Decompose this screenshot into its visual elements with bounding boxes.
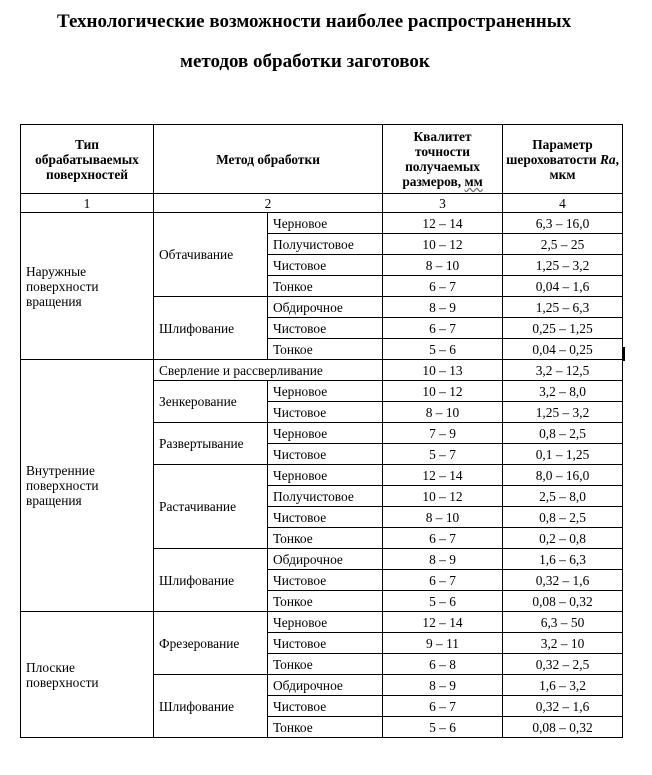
- grade-cell: 6 – 7: [383, 528, 503, 549]
- roughness-cell: 0,8 – 2,5: [503, 423, 623, 444]
- roughness-cell: 1,25 – 3,2: [503, 402, 623, 423]
- column-number: 3: [383, 194, 503, 213]
- grade-cell: 12 – 14: [383, 612, 503, 633]
- header-roughness: Параметр шероховатости Ra, мкм: [503, 125, 623, 194]
- column-number: 1: [21, 194, 154, 213]
- grade-cell: 5 – 6: [383, 339, 503, 360]
- grade-cell: 6 – 7: [383, 276, 503, 297]
- roughness-cell: 0,32 – 1,6: [503, 696, 623, 717]
- column-numbers-row: [21, 194, 623, 213]
- machining-methods-table: [20, 124, 623, 738]
- roughness-cell: 0,32 – 1,6: [503, 570, 623, 591]
- roughness-cell: 1,25 – 3,2: [503, 255, 623, 276]
- roughness-cell: 0,32 – 2,5: [503, 654, 623, 675]
- stage-cell: Тонкое: [268, 717, 383, 738]
- grade-cell: 8 – 10: [383, 255, 503, 276]
- grade-cell: 5 – 6: [383, 717, 503, 738]
- method-grinding: Шлифование: [154, 675, 268, 738]
- method-grinding: Шлифование: [154, 549, 268, 612]
- stage-cell: Черновое: [268, 612, 383, 633]
- method-milling: Фрезерование: [154, 612, 268, 675]
- stage-cell: Обдирочное: [268, 675, 383, 696]
- grade-cell: 8 – 9: [383, 549, 503, 570]
- grade-cell: 7 – 9: [383, 423, 503, 444]
- stage-cell: Тонкое: [268, 591, 383, 612]
- table-row: [21, 360, 623, 381]
- method-turning: Обтачивание: [154, 213, 268, 297]
- grade-cell: 8 – 10: [383, 402, 503, 423]
- stage-cell: Черновое: [268, 213, 383, 234]
- surface-type-outer: Наружные поверхности вращения: [21, 213, 154, 360]
- roughness-cell: 0,8 – 2,5: [503, 507, 623, 528]
- stage-cell: Чистовое: [268, 696, 383, 717]
- stage-cell: Черновое: [268, 381, 383, 402]
- header-method: Метод обработки: [154, 125, 383, 194]
- roughness-cell: 3,2 – 10: [503, 633, 623, 654]
- grade-cell: 5 – 7: [383, 444, 503, 465]
- text-cursor: [623, 347, 625, 361]
- grade-cell: 9 – 11: [383, 633, 503, 654]
- stage-cell: Чистовое: [268, 570, 383, 591]
- roughness-cell: 0,04 – 1,6: [503, 276, 623, 297]
- grade-cell: 6 – 7: [383, 318, 503, 339]
- roughness-cell: 3,2 – 8,0: [503, 381, 623, 402]
- method-countersinking: Зенкерование: [154, 381, 268, 423]
- column-number: 4: [503, 194, 623, 213]
- stage-cell: Тонкое: [268, 276, 383, 297]
- document-title-line-1: Технологические возможности наиболее распространенных: [57, 11, 572, 32]
- stage-cell: Чистовое: [268, 507, 383, 528]
- column-number: 2: [154, 194, 383, 213]
- roughness-cell: 2,5 – 25: [503, 234, 623, 255]
- roughness-cell: 1,6 – 6,3: [503, 549, 623, 570]
- grade-cell: 6 – 7: [383, 696, 503, 717]
- roughness-cell: 3,2 – 12,5: [503, 360, 623, 381]
- roughness-cell: 1,6 – 3,2: [503, 675, 623, 696]
- stage-cell: Черновое: [268, 423, 383, 444]
- stage-cell: Обдирочное: [268, 549, 383, 570]
- grade-cell: 12 – 14: [383, 213, 503, 234]
- roughness-cell: 6,3 – 16,0: [503, 213, 623, 234]
- stage-cell: Чистовое: [268, 444, 383, 465]
- grade-cell: 8 – 9: [383, 675, 503, 696]
- table-row: [21, 213, 623, 234]
- grade-cell: 10 – 12: [383, 381, 503, 402]
- stage-cell: Получистовое: [268, 234, 383, 255]
- stage-cell: Получистовое: [268, 486, 383, 507]
- grade-cell: 6 – 7: [383, 570, 503, 591]
- stage-cell: Тонкое: [268, 528, 383, 549]
- header-accuracy-grade: Квалитет точности получаемых размеров, мм: [383, 125, 503, 194]
- grade-cell: 8 – 10: [383, 507, 503, 528]
- grade-cell: 6 – 8: [383, 654, 503, 675]
- roughness-cell: 0,2 – 0,8: [503, 528, 623, 549]
- grade-cell: 5 – 6: [383, 591, 503, 612]
- grade-cell: 8 – 9: [383, 297, 503, 318]
- table-header-row: [21, 125, 623, 194]
- document-title-line-2: методов обработки заготовок: [180, 51, 430, 72]
- roughness-cell: 0,1 – 1,25: [503, 444, 623, 465]
- grade-cell: 10 – 12: [383, 486, 503, 507]
- grade-cell: 10 – 12: [383, 234, 503, 255]
- grade-cell: 10 – 13: [383, 360, 503, 381]
- stage-cell: Тонкое: [268, 654, 383, 675]
- stage-cell: Чистовое: [268, 402, 383, 423]
- surface-type-flat: Плоские поверхности: [21, 612, 154, 738]
- stage-cell: Чистовое: [268, 318, 383, 339]
- roughness-cell: 0,08 – 0,32: [503, 717, 623, 738]
- stage-cell: Черновое: [268, 465, 383, 486]
- table-row: [21, 612, 623, 633]
- roughness-cell: 2,5 – 8,0: [503, 486, 623, 507]
- roughness-cell: 1,25 – 6,3: [503, 297, 623, 318]
- method-reaming: Развертывание: [154, 423, 268, 465]
- stage-cell: Чистовое: [268, 633, 383, 654]
- roughness-cell: 0,08 – 0,32: [503, 591, 623, 612]
- stage-cell: Обдирочное: [268, 297, 383, 318]
- roughness-cell: 0,25 – 1,25: [503, 318, 623, 339]
- method-drilling: Сверление и рассверливание: [154, 360, 383, 381]
- method-boring: Растачивание: [154, 465, 268, 549]
- surface-type-inner: Внутренние поверхности вращения: [21, 360, 154, 612]
- grade-cell: 12 – 14: [383, 465, 503, 486]
- method-grinding: Шлифование: [154, 297, 268, 360]
- roughness-cell: 6,3 – 50: [503, 612, 623, 633]
- header-surface-type: Тип обрабатываемых поверхностей: [21, 125, 154, 194]
- roughness-cell: 8,0 – 16,0: [503, 465, 623, 486]
- roughness-cell: 0,04 – 0,25: [503, 339, 623, 360]
- stage-cell: Тонкое: [268, 339, 383, 360]
- stage-cell: Чистовое: [268, 255, 383, 276]
